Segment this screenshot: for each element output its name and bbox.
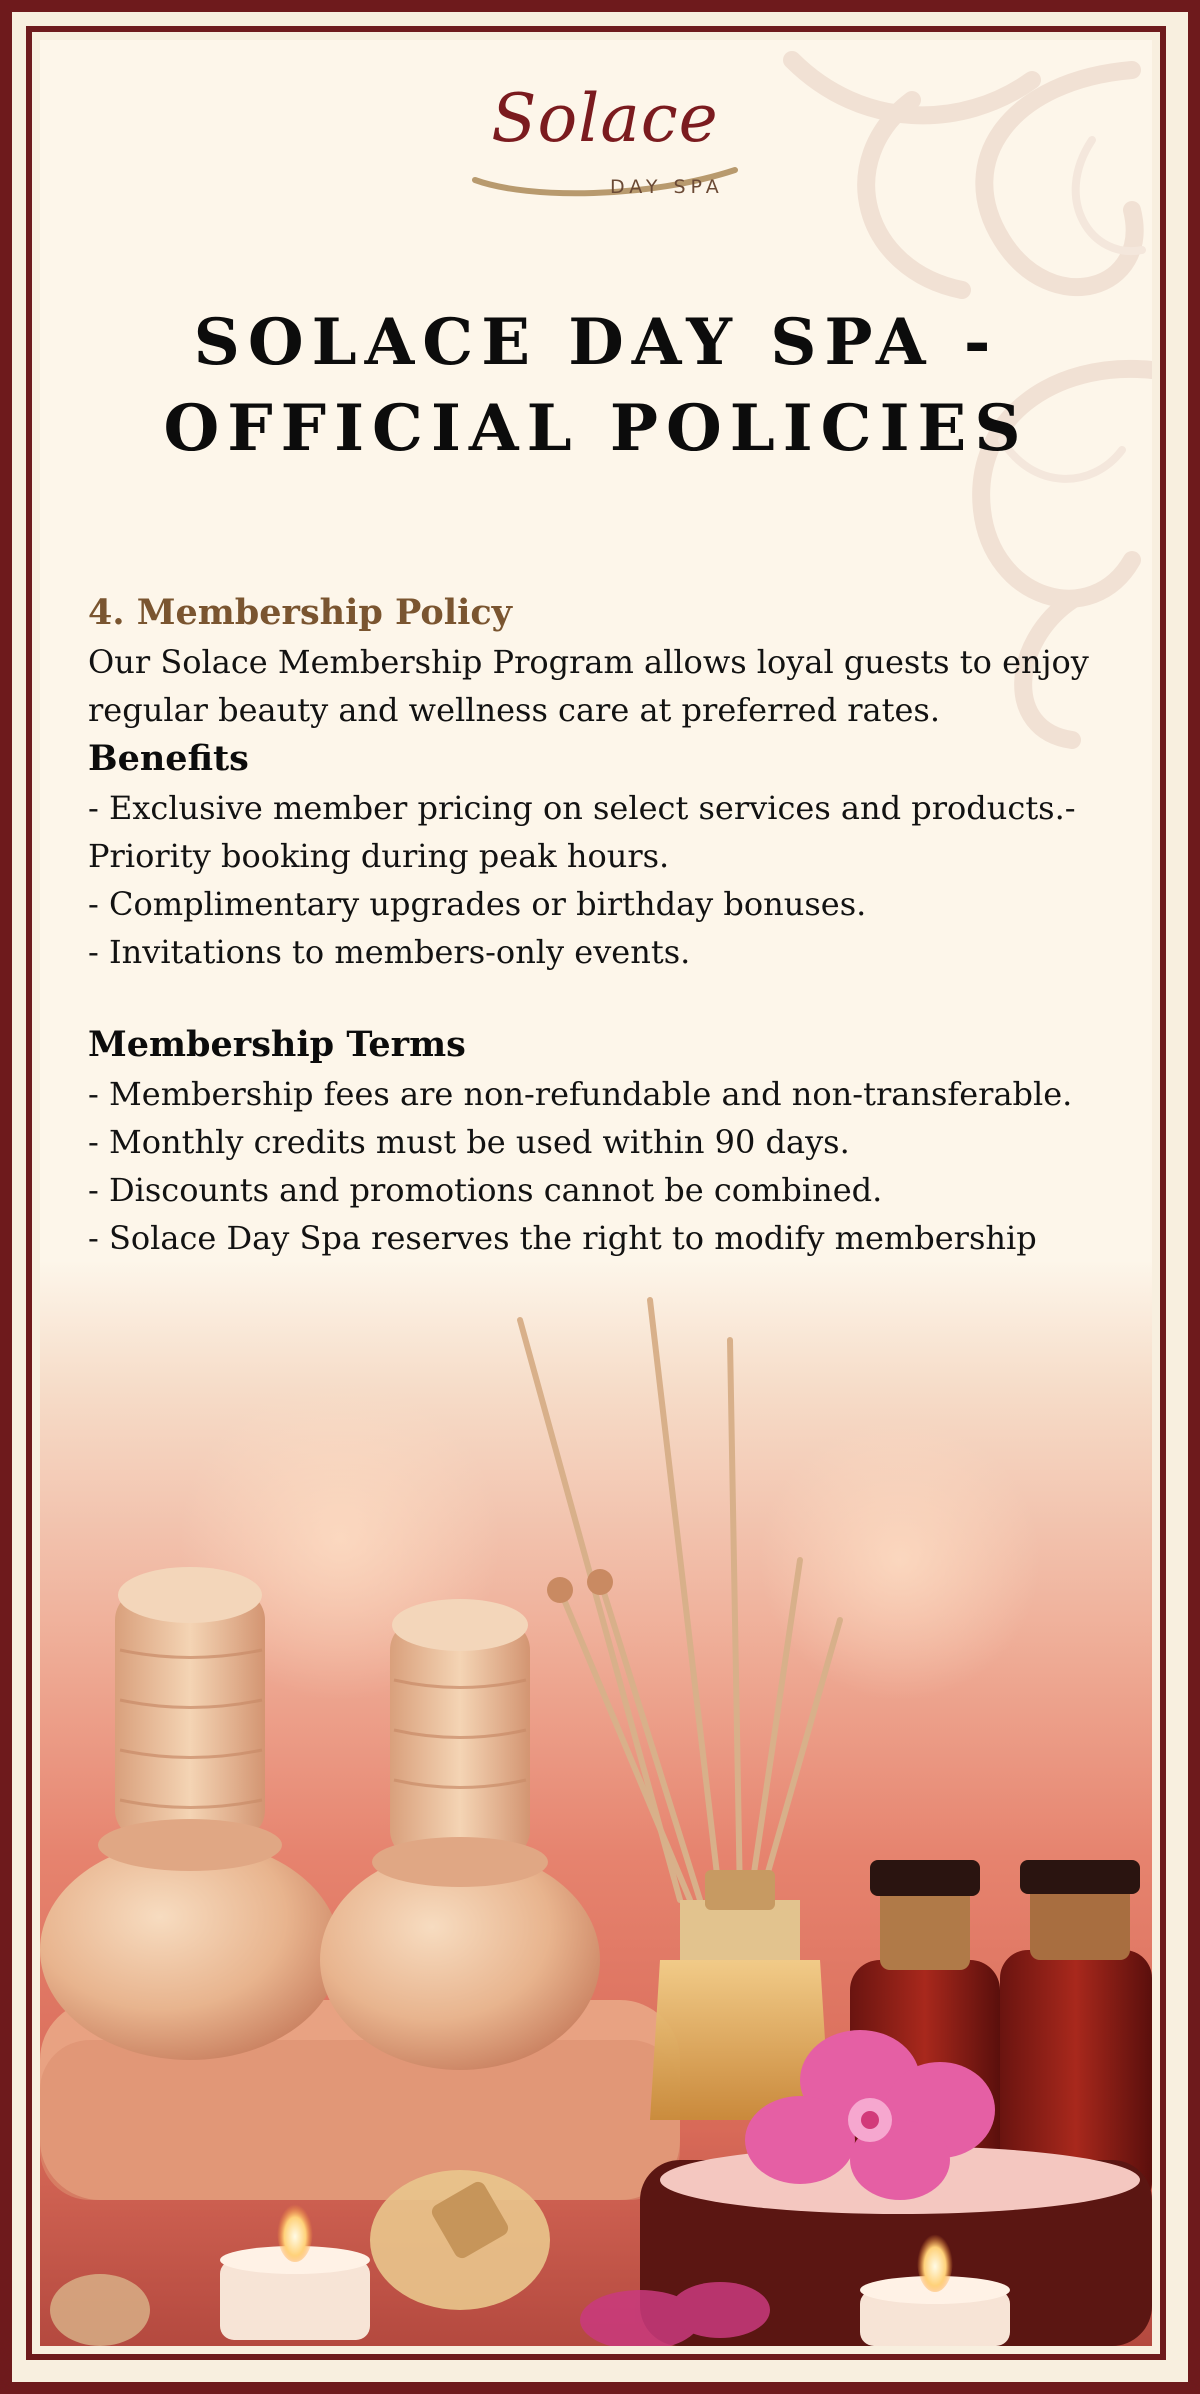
page-title (40, 300, 1152, 472)
membership-section (88, 588, 1098, 1310)
benefits-heading: Benefits (88, 738, 249, 779)
spa-still-life-image (40, 1260, 1152, 2346)
benefit-item: - Invitations to members-only events. (88, 933, 691, 971)
term-item: - Membership fees are non-refundable and non-transferable. (88, 1075, 1073, 1113)
solace-logo (460, 80, 750, 230)
terms-heading: Membership Terms (88, 1024, 466, 1065)
section-heading: 4. Membership Policy (88, 592, 513, 633)
title-line-1: SOLACE DAY SPA - (193, 305, 999, 380)
term-item: - Monthly credits must be used within 90 days. (88, 1123, 850, 1161)
title-line-2: OFFICIAL POLICIES (163, 391, 1029, 466)
benefit-item: - Complimentary upgrades or birthday bonuses. (88, 885, 867, 923)
term-item: - Solace Day Spa reserves the right to modify membership (88, 1219, 1037, 1257)
poster-panel (40, 40, 1152, 2346)
benefit-item: - Exclusive member pricing on select services and products.- Priority booking during peak hours. (88, 789, 1076, 875)
logo-script: Solace (491, 80, 719, 157)
logo-subtitle: DAY SPA (610, 176, 724, 198)
intro-paragraph: Our Solace Membership Program allows loyal guests to enjoy regular beauty and wellness care at preferred rates. (88, 643, 1089, 729)
term-item: - Discounts and promotions cannot be combined. (88, 1171, 883, 1209)
